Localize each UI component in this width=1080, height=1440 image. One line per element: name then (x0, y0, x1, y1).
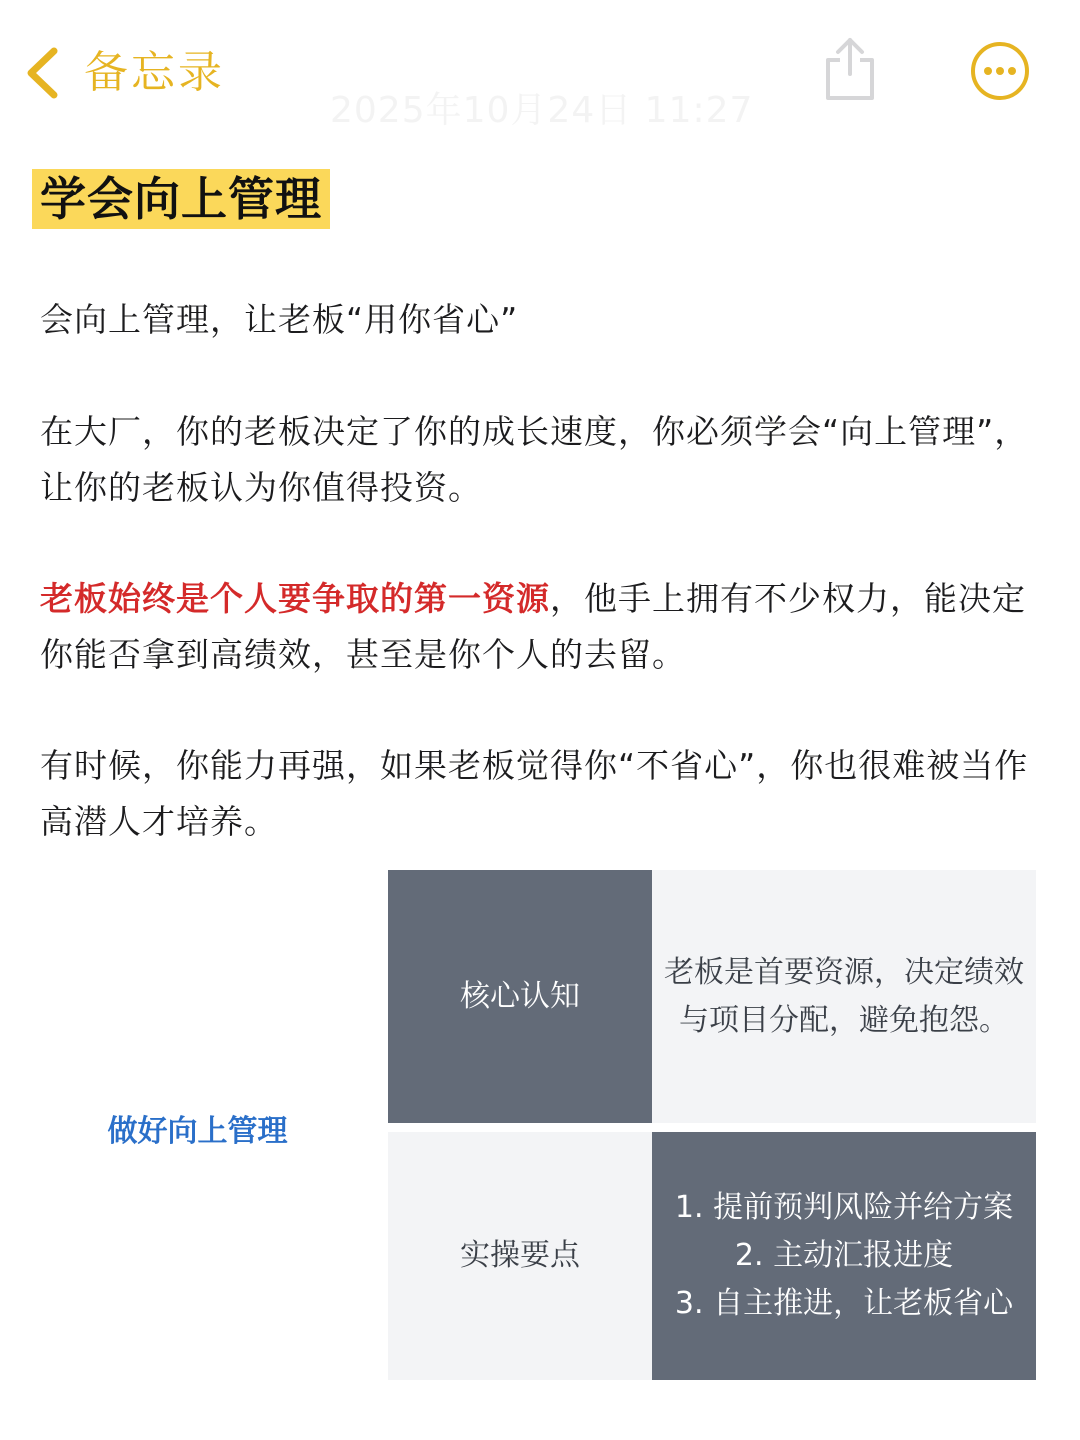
diagram-center-label: 做好向上管理 (107, 1114, 288, 1149)
emphasis-text: 老板始终是个人要争取的第一资源 (40, 579, 550, 618)
cell-label: 实操要点 (460, 1238, 580, 1273)
diagram-cell-practice-text (652, 1132, 1036, 1380)
cell-text: 1. 提前预判风险并给方案 2. 主动汇报进度 3. 自主推进，让老板省心 (674, 1190, 1014, 1321)
diagram-cell-core-label (388, 870, 652, 1123)
paragraph-3 (40, 571, 1040, 683)
navigation-bar (0, 0, 1080, 140)
cell-text: 老板是首要资源，决定绩效 与项目分配，避免抱怨。 (664, 954, 1024, 1038)
management-diagram (0, 870, 1080, 1382)
more-options-button[interactable] (970, 41, 1030, 101)
note-title: 学会向上管理 (40, 172, 322, 226)
chevron-left-icon (22, 45, 62, 101)
cell-label: 核心认知 (460, 978, 580, 1014)
share-button[interactable] (820, 34, 880, 104)
paragraph-4: 有时候，你能力再强，如果老板觉得你“不省心”，你也很难被当作高潜人才培养。 (40, 746, 1029, 841)
note-title-highlight (32, 169, 330, 229)
diagram-cell-core-text (652, 870, 1036, 1123)
back-button[interactable] (22, 38, 225, 108)
back-label: 备忘录 (84, 47, 225, 98)
diagram-cell-practice-label (388, 1132, 652, 1380)
paragraph-3-rest: ，他手上拥有不少权力，能决定你能否拿到高绩效，甚至是你个人的去留。 (40, 579, 1026, 674)
paragraph-2: 在大厂，你的老板决定了你的成长速度，你必须学会“向上管理”，让你的老板认为你值得投资。 (40, 412, 1029, 507)
share-icon (820, 34, 880, 104)
paragraph-1: 会向上管理，让老板“用你省心” (40, 300, 519, 339)
more-icon (970, 41, 1030, 101)
note-timestamp: 2025年10月24日 11:27 (330, 90, 754, 131)
